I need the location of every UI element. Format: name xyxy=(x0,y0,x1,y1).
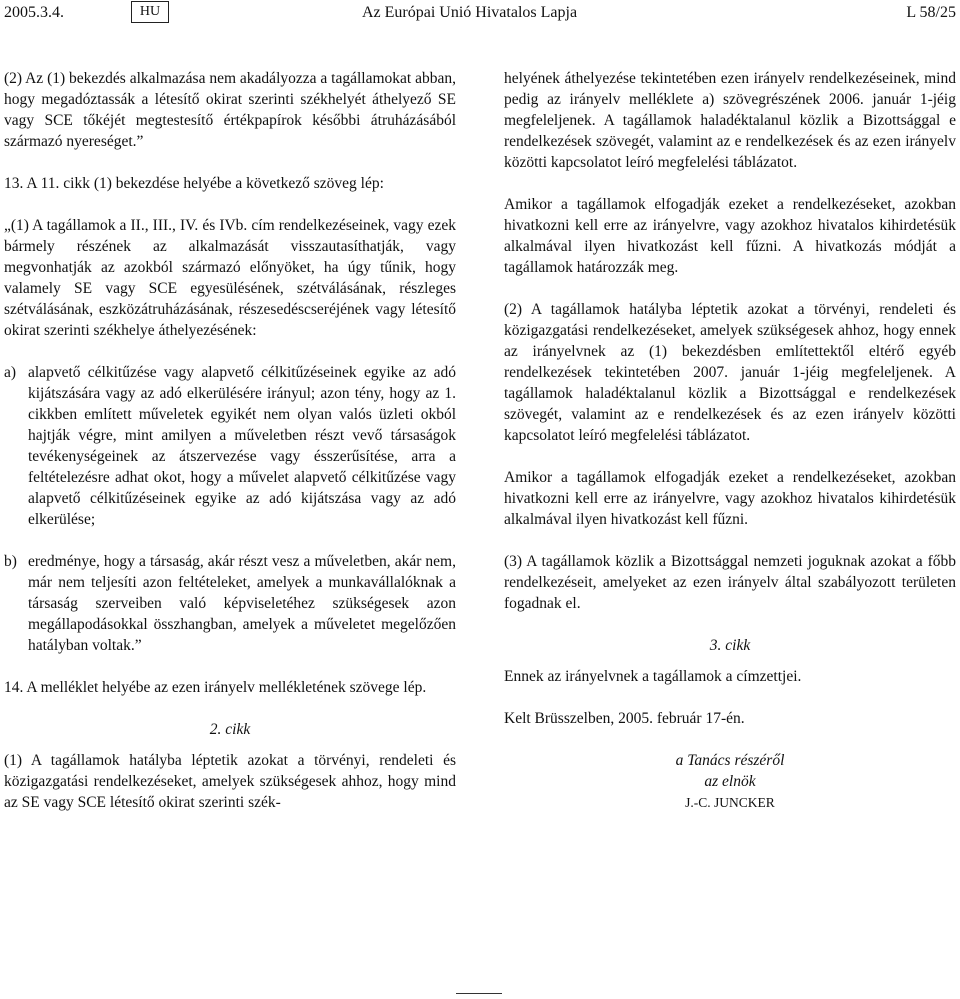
page-number: L 58/25 xyxy=(906,4,956,21)
point-b-label: b) xyxy=(4,553,17,570)
article-2-paragraph-3: (3) A tagállamok közlik a Bizottsággal nemzeti joguknak azokat a főbb rendelkezéseit, amelyeket az ezen irányelv által szabályozott területen fogadnak el. xyxy=(504,553,956,612)
reference-paragraph-1: Amikor a tagállamok elfogadják ezeket a rendelkezéseket, azokban hivatkozni kell erre az irányelvre, vagy azokhoz hivatalos kihirdetésük alkalmával ilyen hivatkozást kell fűzni. A hivatkozás módját a tagállamok határozzák meg. xyxy=(504,196,956,276)
reference-paragraph-2: Amikor a tagállamok elfogadják ezeket a rendelkezéseket, azokban hivatkozni kell erre az irányelvre, vagy azokhoz hivatalos kihirdetésük alkalmával ilyen hivatkozást kell fűzni. xyxy=(504,469,956,528)
language-badge: HU xyxy=(131,1,169,23)
point-b xyxy=(4,551,456,656)
article-2-paragraph-2: (2) A tagállamok hatályba léptetik azokat a törvényi, rendeleti és közigazgatási rendelkezéseket, amelyek szükségesek ahhoz, hogy ennek az irányelvnek az (1) bekezdésben említettektől eltérő egyéb rendelkezések tekintetében 2007. január 1-jéig megfeleljenek. A tagállamok haladéktalanul közlik a Bizottsággal e rendelkezések szövegét, valamint az e rendelkezések és az ezen irányelv közötti kapcsolatot leíró megfelelési táblázatot. xyxy=(504,301,956,444)
right-column xyxy=(504,68,956,813)
signature-line-president: az elnök xyxy=(704,773,756,790)
left-column xyxy=(4,68,456,813)
addressees-sentence: Ennek az irányelvnek a tagállamok a címzettjei. xyxy=(504,668,802,685)
item-14: 14. A melléklet helyébe az ezen irányelv mellékletének szövege lép. xyxy=(4,679,427,696)
article-3-heading: 3. cikk xyxy=(709,637,751,654)
quoted-paragraph-1: „(1) A tagállamok a II., III., IV. és IVb. cím rendelkezéseinek, vagy ezek bármely részének az alkalmazását visszautasíthatják, vagy megvonhatják az azokból származó előnyöket, ha úgy tűnik, hogy valamely SE vagy SCE egyesülésének, szétválásának, részleges szétválásának, eszközátruházásának, részesedéscseréjének vagy létesítő okirat szerinti székhelye áthelyezésének: xyxy=(4,217,456,339)
point-b-text: eredménye, hogy a társaság, akár részt vesz a műveletben, akár nem, már nem teljesíti azon feltételeket, amelyek a munkavállalóknak a társaság szerveiben való képviseletéhez szükségesek azon megállapodásokkal összhangban, amelyek a műveletet megelőzően hatályban voltak.” xyxy=(28,553,456,654)
signature-name: J.-C. JUNCKER xyxy=(685,795,775,810)
journal-title: Az Európai Unió Hivatalos Lapja xyxy=(362,4,578,21)
done-at: Kelt Brüsszelben, 2005. február 17-én. xyxy=(504,710,745,727)
page-header xyxy=(0,0,960,28)
signature-line-council: a Tanács részéről xyxy=(675,752,785,769)
article-2-paragraph-1-cont: helyének áthelyezése tekintetében ezen irányelv rendelkezéseinek, mind pedig az irányelv melléklete a) szövegrészének 2006. január 1-jéig megfeleljenek. A tagállamok haladéktalanul közlik a Bizottsággal e rendelkezések szövegét, valamint az e rendelkezések és az ezen irányelv közötti kapcsolatot leíró megfelelési táblázatot. xyxy=(504,70,956,171)
paragraph-2: (2) Az (1) bekezdés alkalmazása nem akadályozza a tagállamokat abban, hogy megadóztassák a létesítő okirat szerinti székhelyét áthelyező SE vagy SCE tőkéjét megtestesítő értékpapírok későbbi átruházásából származó nyereséget.” xyxy=(4,70,456,150)
item-13: 13. A 11. cikk (1) bekezdése helyébe a következő szöveg lép: xyxy=(4,175,384,192)
publication-date: 2005.3.4. xyxy=(4,4,64,21)
bottom-rule xyxy=(456,993,502,994)
point-a-text: alapvető célkitűzése vagy alapvető célkitűzéseinek egyike az adó kijátszására vagy az adó elkerülésére irányul; azon tény, hogy az 1. cikkben említett műveletek egyikét nem olyan valós üzleti okból hajtják végre, mint amilyen a műveletben részt vevő társaságok tevékenységeinek az átszervezése vagy ésszerűsítése, arra a feltételezésre adhat okot, hogy a művelet alapvető célkitűzése vagy alapvető célkitűzéseinek egyike az adó kijátszása vagy az adó elkerülése; xyxy=(28,364,456,528)
article-2-paragraph-1: (1) A tagállamok hatályba léptetik azokat a törvényi, rendeleti és közigazgatási rendelkezéseket, amelyek szükségesek ahhoz, hogy mind az SE vagy SCE létesítő okirat szerinti szék- xyxy=(4,752,456,811)
point-a-label: a) xyxy=(4,364,17,381)
article-2-heading: 2. cikk xyxy=(209,721,251,738)
point-a xyxy=(4,362,456,530)
